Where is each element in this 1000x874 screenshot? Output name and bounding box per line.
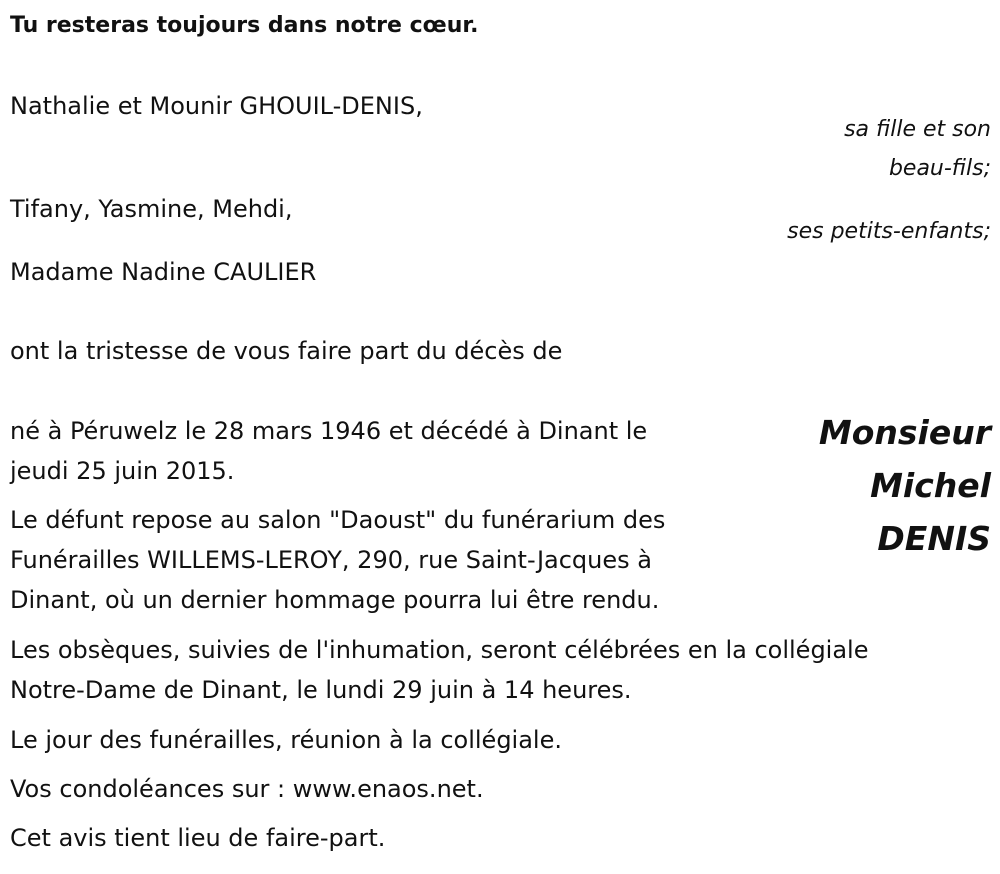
deceased-last-name: DENIS <box>877 519 991 558</box>
family-member-caulier: Madame Nadine CAULIER <box>10 258 317 286</box>
birth-death-line: jeudi 25 juin 2015. <box>10 457 235 485</box>
repose-line: Le défunt repose au salon "Daoust" du funérarium des <box>10 506 666 534</box>
repose-paragraph <box>10 500 665 620</box>
family-member-daughter: Nathalie et Mounir GHOUIL-DENIS, <box>10 92 423 120</box>
condolences-info: Vos condoléances sur : www.enaos.net. <box>10 775 484 803</box>
birth-death-line: né à Péruwelz le 28 mars 1946 et décédé à Dinant le <box>10 417 648 445</box>
repose-line: Dinant, où un dernier hommage pourra lui être rendu. <box>10 586 660 614</box>
birth-death-paragraph <box>10 411 647 491</box>
meeting-info: Le jour des funérailles, réunion à la collégiale. <box>10 726 562 754</box>
relationship-daughter-line2: beau-fils; <box>888 156 991 181</box>
closing-note: Cet avis tient lieu de faire-part. <box>10 824 386 852</box>
relationship-daughter-line1: sa fille et son <box>844 117 991 142</box>
relationship-grandchildren: ses petits-enfants; <box>787 219 991 244</box>
funeral-line: Les obsèques, suivies de l'inhumation, seront célébrées en la collégiale <box>10 636 869 664</box>
deceased-name <box>819 406 991 565</box>
funeral-line: Notre-Dame de Dinant, le lundi 29 juin à 14 heures. <box>10 676 632 704</box>
notice-heading: Tu resteras toujours dans notre cœur. <box>10 13 479 38</box>
repose-line: Funérailles WILLEMS-LEROY, 290, rue Saint-Jacques à <box>10 546 652 574</box>
announcement-text: ont la tristesse de vous faire part du décès de <box>10 337 563 365</box>
deceased-title: Monsieur <box>818 413 991 452</box>
funeral-paragraph <box>10 630 868 710</box>
deceased-first-name: Michel <box>870 466 991 505</box>
family-member-grandchildren: Tifany, Yasmine, Mehdi, <box>10 195 293 223</box>
